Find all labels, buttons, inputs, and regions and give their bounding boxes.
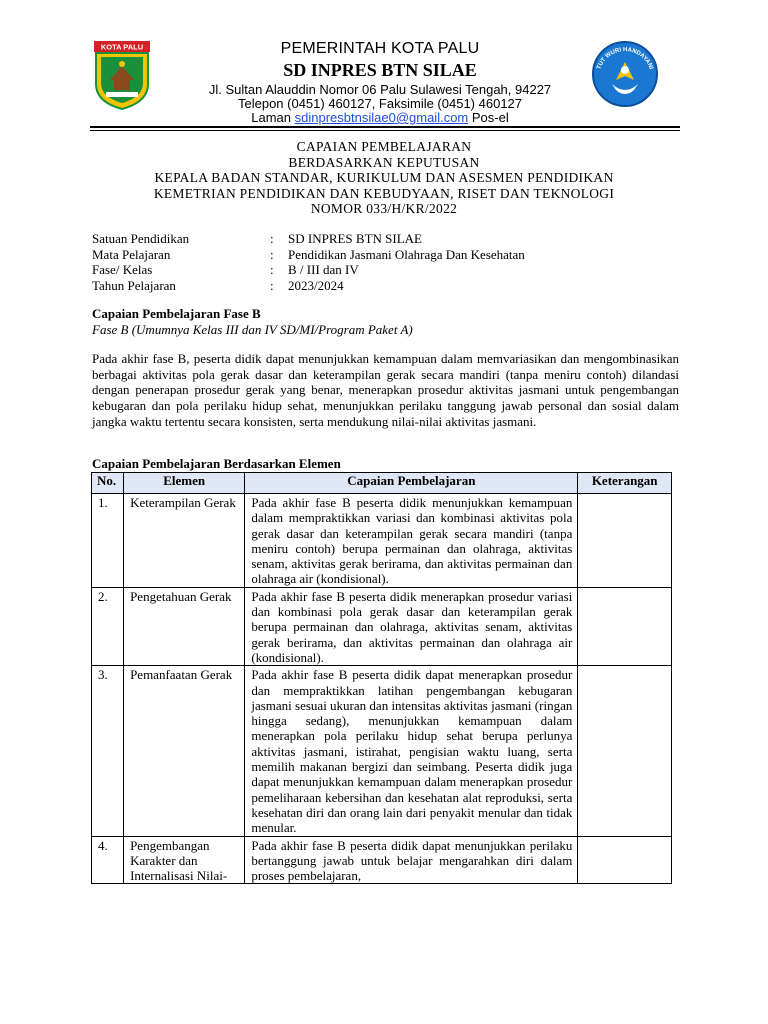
header-keterangan: Keterangan [578,473,672,494]
school-phone: Telepon (0451) 460127, Faksimile (0451) 460127 [237,96,523,111]
meta-value: B / III dan IV [288,262,359,278]
school-name: SD INPRES BTN SILAE [283,60,477,80]
government-name: PEMERINTAH KOTA PALU [280,40,480,57]
cell-capaian: Pada akhir fase B peserta didik menunjukkan kemampuan dalam mempraktikkan variasi dan kombinasi aktivitas pola gerak dasar dan keterampilan gerak secara mandiri (tanpa meniru contoh) berupa permainan dan olahraga, aktivitas senam, aktivitas gerak berirama, dan aktivitas permainan dan olahraga air (kondisional). [245,494,578,588]
cell-elemen: Pengetahuan Gerak [124,587,245,665]
cell-elemen: Pemanfaatan Gerak [124,666,245,836]
phase-description: Pada akhir fase B, peserta didik dapat menunjukkan kemampuan dalam memvariasikan dan mengombinasikan berbagai aktivitas pola gerak dasar dan keterampilan gerak secara mandiri (tanpa meniru contoh) dilandasi dengan penerapan prosedur gerak yang benar, menerapkan prosedur aktivitas jasmani untuk pengembangan kebugaran dan pola perilaku hidup sehat, menunjukkan perilaku tanggung jawab personal dan sosial dalam jangka waktu tertentu secara konsisten, serta mendukung nilai-nilai aktivitas jasmani. [92,351,679,429]
header-rule-thin [90,130,680,131]
header-no: No. [92,473,124,494]
header-capaian: Capaian Pembelajaran [245,473,578,494]
cell-no: 2. [92,587,124,665]
header-elemen: Elemen [124,473,245,494]
section-heading: Capaian Pembelajaran Fase B [92,306,261,321]
email-suffix: Pos-el [471,110,509,125]
cell-keterangan [578,666,672,836]
meta-value: Pendidikan Jasmani Olahraga Dan Kesehatan [288,246,525,262]
meta-colon: : [270,277,274,293]
school-address: Jl. Sultan Alauddin Nomor 06 Palu Sulawesi Tengah, 94227 [208,82,552,97]
meta-value: SD INPRES BTN SILAE [288,231,422,246]
cell-keterangan [578,836,672,884]
table-row [92,836,672,884]
cell-capaian: Pada akhir fase B peserta didik menerapkan prosedur variasi dan kombinasi pola gerak dasar dan keterampilan gerak berupa permainan dan olahraga, aktivitas senam, aktivitas gerak berirama, dan aktivitas permainan dan olahraga air (kondisional). [245,587,578,665]
meta-colon: : [270,262,274,278]
section-subtitle: Fase B (Umumnya Kelas III dan IV SD/MI/Program Paket A) [92,322,413,337]
cell-capaian: Pada akhir fase B peserta didik dapat menerapkan prosedur dan mempraktikkan latihan pengembangan kebugaran jasmani sesuai ukuran dan intensitas aktivitas jasmani (ringan hingga sedang), menunjukkan kemampuan dalam menerapkan pola perilaku hidup sehat berupa perlunya aktivitas jasmani, istirahat, pengisian waktu luang, serta memilih makanan bergizi dan seimbang. Peserta didik juga dapat menunjukkan kemampuan dalam menerapkan prosedur pemeliharaan kebersihan dan kesehatan alat reproduksi, serta kesehatan diri dan orang lain dari penyakit menular dan tidak menular. [245,666,578,836]
cell-elemen: Keterampilan Gerak [124,494,245,588]
cell-no: 3. [92,666,124,836]
svg-text:KOTA PALU: KOTA PALU [100,42,144,52]
table-row [92,587,672,665]
table-heading: Capaian Pembelajaran Berdasarkan Elemen [92,456,341,471]
web-label: Laman [251,110,292,125]
tut-wuri-handayani-logo [586,40,664,108]
school-contact [160,110,600,125]
table-row [92,666,672,836]
cell-keterangan [578,494,672,588]
title-line: KEMETRIAN PENDIDIKAN DAN KEBUDYAAN, RISET DAN TEKNOLOGI [153,185,615,201]
table-row [92,494,672,588]
cell-elemen: Pengembangan Karakter dan Internalisasi Nilai- [124,836,245,884]
cell-capaian: Pada akhir fase B peserta didik dapat menunjukkan perilaku bertanggung jawab untuk belajar mengarahkan diri dalam proses pembelajaran, [245,836,578,884]
cell-no: 1. [92,494,124,588]
title-line: CAPAIAN PEMBELAJARAN [296,139,472,154]
title-line: NOMOR 033/H/KR/2022 [310,201,458,216]
table-header-row [92,473,672,494]
meta-colon: : [270,231,274,246]
document-title [80,139,688,217]
meta-label: Mata Pelajaran [92,246,171,262]
title-line: BERDASARKAN KEPUTUSAN [288,154,480,170]
meta-label: Fase/ Kelas [92,262,153,278]
cell-no: 4. [92,836,124,884]
header-rule-thick [90,126,680,128]
learning-outcomes-table [91,472,672,884]
kota-palu-logo [92,40,152,110]
cell-keterangan [578,587,672,665]
meta-value: 2023/2024 [288,277,344,293]
meta-label: Tahun Pelajaran [92,277,176,293]
title-line: KEPALA BADAN STANDAR, KURIKULUM DAN ASESMEN PENDIDIKAN [154,170,614,185]
meta-colon: : [270,246,274,262]
email-link[interactable]: sdinpresbtnsilae0@gmail.com [294,110,469,125]
meta-label: Satuan Pendidikan [92,231,190,246]
svg-text:TUT WURI HANDAYANI: TUT WURI HANDAYANI [596,47,654,71]
